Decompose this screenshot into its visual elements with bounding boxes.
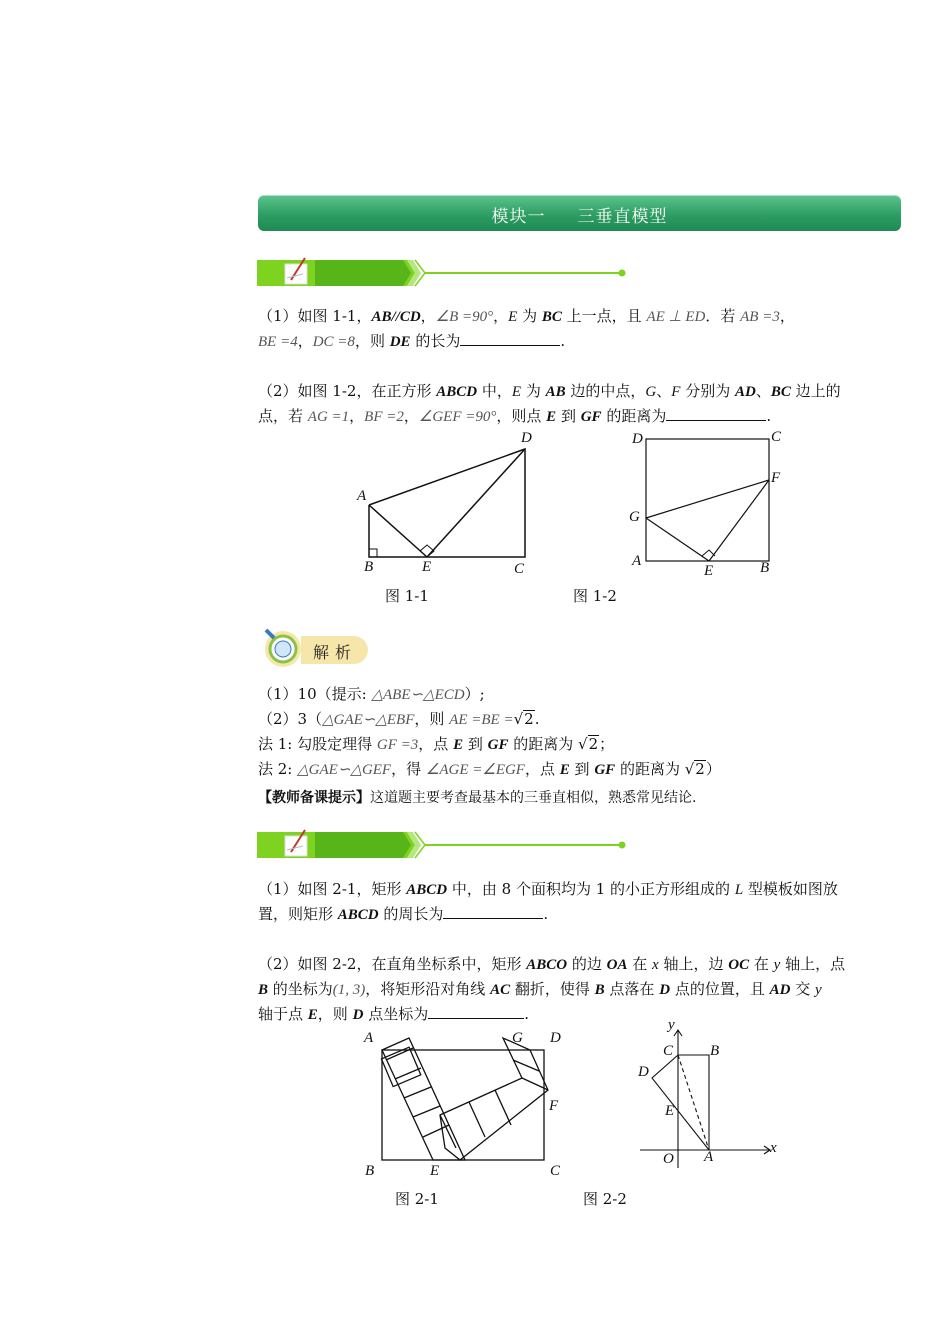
- figure-2-2: [640, 1030, 770, 1168]
- teacher-tip: 【教师备课提示】这道题主要考查最基本的三垂直相似，熟悉常见结论.: [258, 790, 697, 806]
- analysis-answer-2: （2）3（△GAE∽△EBF，则 AE =BE =√2.: [258, 710, 540, 728]
- fig12-label-b: B: [760, 560, 770, 576]
- fig12-label-c: C: [771, 429, 782, 445]
- fig22-label-d: D: [638, 1064, 649, 1080]
- fig12-label-e: E: [704, 563, 714, 579]
- fig21-label-f: F: [549, 1098, 559, 1114]
- fig21-label-c: C: [550, 1163, 561, 1179]
- analysis-header: 解析: [301, 636, 368, 664]
- ex2-part2-line3: 轴于点 E，则 D 点坐标为 .: [258, 1005, 529, 1023]
- fig11-label-e: E: [422, 559, 432, 575]
- ex2-part1-line2: 置，则矩形 ABCD 的周长为 .: [258, 905, 549, 923]
- ex1-part2-line1: （2）如图 1-2，在正方形 ABCD 中，E 为 AB 边的中点，G、F 分别为 AD、BC 边上的: [258, 382, 841, 400]
- fig22-label-c: C: [663, 1043, 674, 1059]
- fig21-label-d: D: [550, 1030, 561, 1046]
- fig11-label-c: C: [514, 561, 525, 577]
- fig12-label-d: D: [632, 431, 643, 447]
- fig11-label-a: A: [357, 488, 367, 504]
- ex1-part2-line2: 点，若 AG =1，BF =2，∠GEF =90°，则点 E 到 GF 的距离为 .: [258, 407, 772, 425]
- analysis-method-2: 法 2: △GAE∽△GEF，得 ∠AGE =∠EGF，点 E 到 GF 的距离为 √2）: [258, 760, 721, 778]
- fig21-label-b: B: [365, 1163, 375, 1179]
- fig11-label-d: D: [521, 430, 532, 446]
- fig21-label-a: A: [364, 1030, 374, 1046]
- fig11-caption: 图 1-1: [385, 587, 429, 605]
- fig22-label-a: A: [704, 1149, 714, 1165]
- fig22-label-b: B: [710, 1043, 720, 1059]
- fig22-label-x: x: [770, 1140, 777, 1156]
- ex1-part1-line2: BE =4，DC =8，则 DE 的长为 .: [258, 332, 566, 350]
- analysis-method-1: 法 1: 勾股定理得 GF =3，点 E 到 GF 的距离为 √2；: [258, 735, 615, 753]
- fig12-label-f: F: [771, 470, 781, 486]
- fig12-label-a: A: [632, 553, 642, 569]
- fig21-caption: 图 2-1: [395, 1190, 439, 1208]
- fig12-label-g: G: [629, 509, 640, 525]
- fig22-caption: 图 2-2: [583, 1190, 627, 1208]
- fig11-label-b: B: [364, 559, 374, 575]
- ex2-part2-line2: B 的坐标为(1, 3)，将矩形沿对角线 AC 翻折，使得 B 点落在 D 点的位置，且 AD 交 y: [258, 980, 822, 998]
- fig21-label-e: E: [430, 1163, 440, 1179]
- fig21-label-g: G: [512, 1030, 523, 1046]
- fig12-caption: 图 1-2: [573, 587, 617, 605]
- ex1-part1-line1: （1）如图 1-1，AB//CD，∠B =90°，E 为 BC 上一点，且 AE ⊥ ED．若 AB =3，: [258, 307, 795, 325]
- ex2-part1-line1: （1）如图 2-1，矩形 ABCD 中，由 8 个面积均为 1 的小正方形组成的 L 型模板如图放: [258, 880, 838, 898]
- module-title: 模块一 三垂直模型: [491, 207, 668, 227]
- fig22-label-e: E: [665, 1103, 675, 1119]
- fig22-label-o: O: [663, 1151, 674, 1167]
- ex2-part2-line1: （2）如图 2-2，在直角坐标系中，矩形 ABCO 的边 OA 在 x 轴上，边 OC 在 y 轴上，点: [258, 955, 846, 973]
- analysis-answer-1: （1）10（提示: △ABE∽△ECD）;: [258, 685, 485, 703]
- fig22-label-y: y: [668, 1017, 675, 1033]
